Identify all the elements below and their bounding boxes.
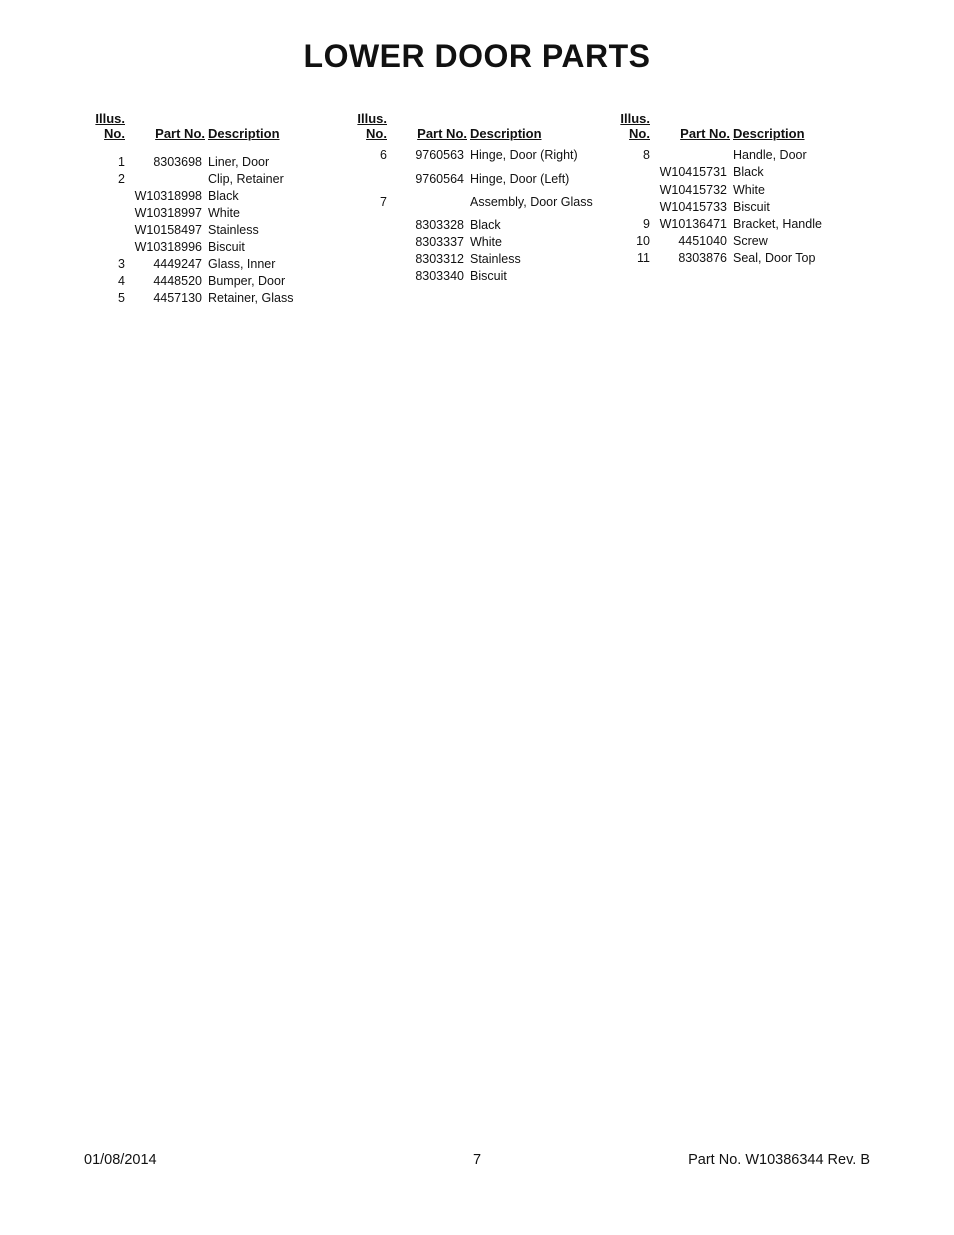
footer-date: 01/08/2014 <box>84 1152 157 1168</box>
part-description: White <box>208 206 240 220</box>
page-title: LOWER DOOR PARTS <box>303 38 651 74</box>
part-no: W10318997 <box>134 206 202 220</box>
illus-no: 4 <box>118 274 125 288</box>
part-no: 8303876 <box>678 251 727 265</box>
header-illus-label: Illus. <box>620 111 650 126</box>
part-description: Liner, Door <box>208 155 270 169</box>
part-description: Stainless <box>470 252 521 266</box>
part-no: 8303337 <box>415 235 464 249</box>
header-illus-no <box>616 111 650 141</box>
part-description: Glass, Inner <box>208 257 276 271</box>
part-no: W10318998 <box>134 189 202 203</box>
part-description: Black <box>470 218 501 232</box>
part-description: Hinge, Door (Right) <box>470 148 578 162</box>
part-no: W10415731 <box>659 165 727 179</box>
header-no-label: No. <box>629 126 650 141</box>
part-no: W10415732 <box>659 183 727 197</box>
header-part-no: Part No. <box>155 126 205 141</box>
part-description: Handle, Door <box>733 148 807 162</box>
part-no: 9760563 <box>415 148 464 162</box>
part-no: 8303312 <box>415 252 464 266</box>
illus-no: 2 <box>118 172 125 186</box>
part-description: Bumper, Door <box>208 274 286 288</box>
header-no-label: No. <box>104 126 125 141</box>
illus-no: 10 <box>636 234 650 248</box>
part-no: W10415733 <box>659 200 727 214</box>
part-no: 8303340 <box>415 269 464 283</box>
part-no: 4451040 <box>678 234 727 248</box>
header-part-no: Part No. <box>680 126 730 141</box>
part-description: Black <box>733 165 764 179</box>
part-no: 4448520 <box>153 274 202 288</box>
part-no: 8303328 <box>415 218 464 232</box>
part-description: Clip, Retainer <box>208 172 284 186</box>
header-description: Description <box>733 126 805 141</box>
part-description: Screw <box>733 234 768 248</box>
part-no: 9760564 <box>415 172 464 186</box>
part-description: Biscuit <box>470 269 507 283</box>
header-illus-no <box>353 111 387 141</box>
page-number: 7 <box>472 1152 482 1168</box>
header-no-label: No. <box>366 126 387 141</box>
part-description: Stainless <box>208 223 259 237</box>
part-description: Assembly, Door Glass <box>470 195 593 209</box>
part-description: White <box>470 235 502 249</box>
part-description: Biscuit <box>208 240 245 254</box>
illus-no: 5 <box>118 291 125 305</box>
part-no: 4449247 <box>153 257 202 271</box>
illus-no: 9 <box>643 217 650 231</box>
part-description: Bracket, Handle <box>733 217 822 231</box>
illus-no: 8 <box>643 148 650 162</box>
illus-no: 7 <box>380 195 387 209</box>
part-no: W10318996 <box>134 240 202 254</box>
footer-part-number: Part No. W10386344 Rev. B <box>688 1152 870 1168</box>
part-description: Black <box>208 189 239 203</box>
illus-no: 6 <box>380 148 387 162</box>
header-part-no: Part No. <box>417 126 467 141</box>
part-description: White <box>733 183 765 197</box>
part-description: Biscuit <box>733 200 770 214</box>
part-no: W10136471 <box>659 217 727 231</box>
part-description: Hinge, Door (Left) <box>470 172 570 186</box>
part-description: Seal, Door Top <box>733 251 816 265</box>
part-no: 8303698 <box>153 155 202 169</box>
header-description: Description <box>208 126 280 141</box>
header-illus-no <box>91 111 125 141</box>
header-description: Description <box>470 126 542 141</box>
part-no: 4457130 <box>153 291 202 305</box>
illus-no: 11 <box>637 251 650 265</box>
header-illus-label: Illus. <box>95 111 125 126</box>
part-description: Retainer, Glass <box>208 291 294 305</box>
header-illus-label: Illus. <box>357 111 387 126</box>
illus-no: 1 <box>118 155 125 169</box>
part-no: W10158497 <box>134 223 202 237</box>
illus-no: 3 <box>118 257 125 271</box>
